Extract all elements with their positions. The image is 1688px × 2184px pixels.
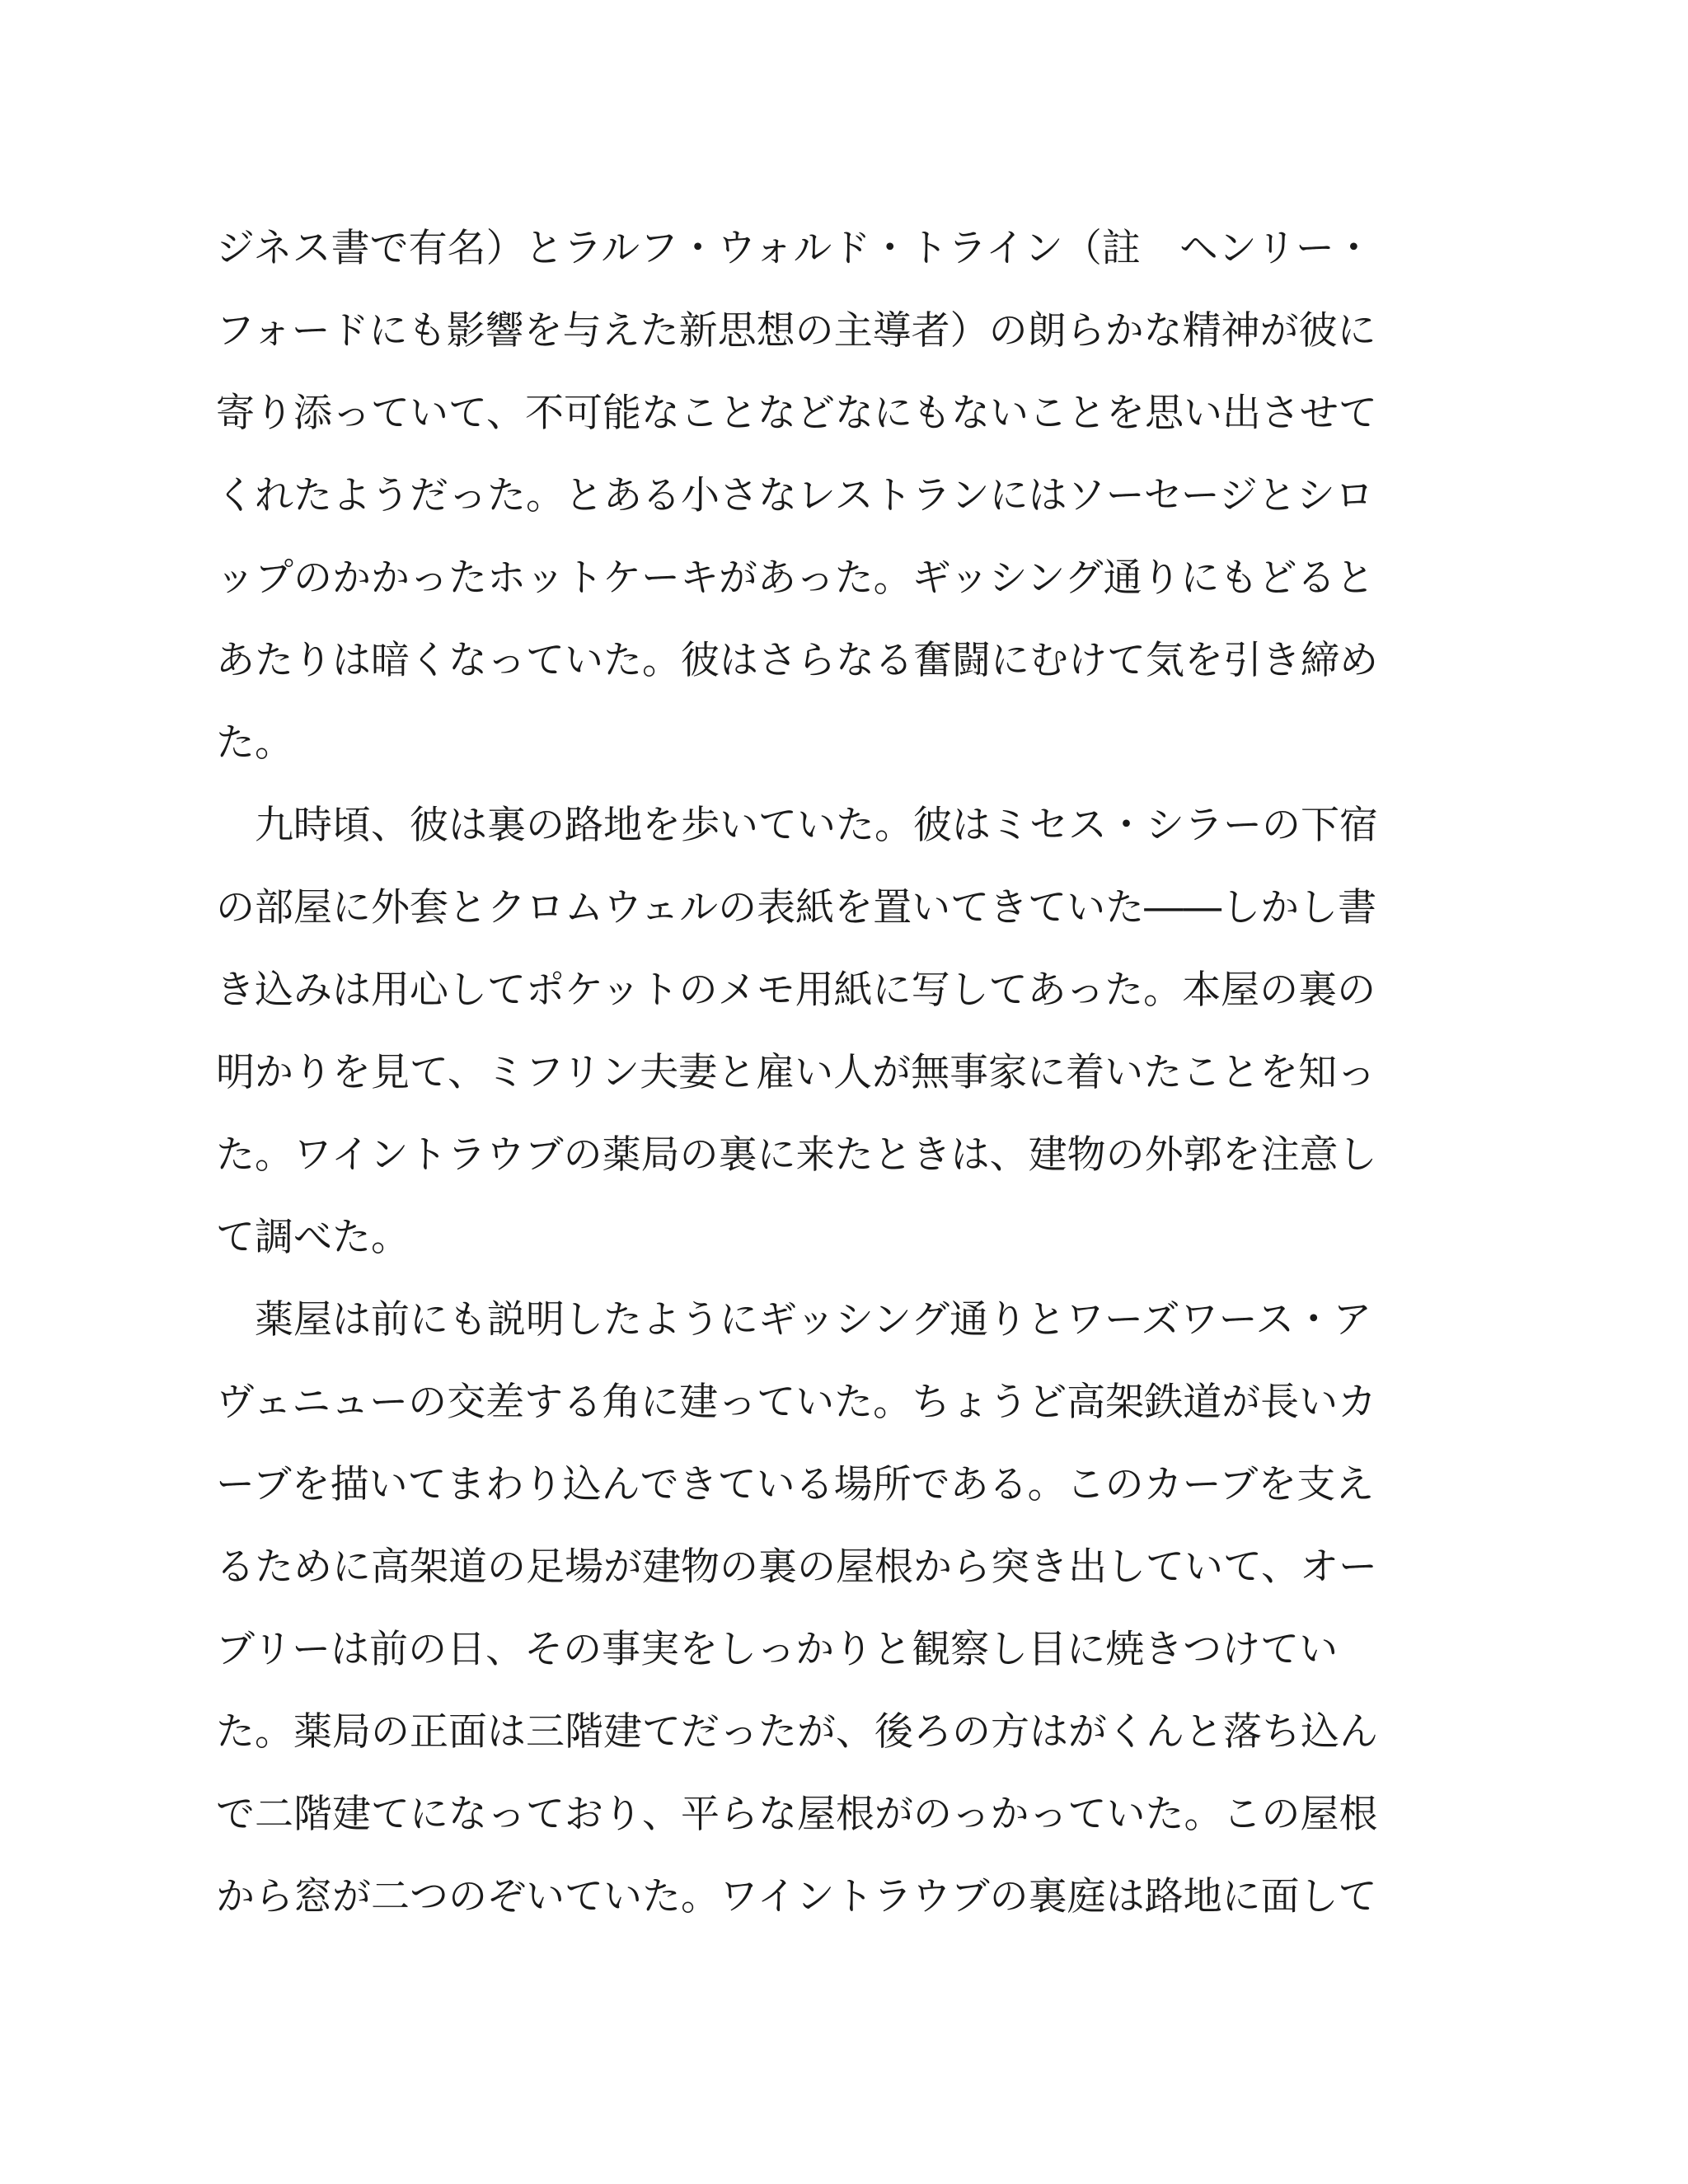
text-line: ブリーは前の日、その事実をしっかりと観察し目に焼きつけてい: [216, 1627, 1339, 1672]
text-line: ップのかかったホットケーキがあった。ギッシング通りにもどると: [216, 555, 1375, 601]
text-line: ーブを描いてまわり込んできている場所である。このカーブを支え: [216, 1462, 1375, 1507]
text-line: から窓が二つのぞいていた。ワイントラウブの裏庭は路地に面して: [216, 1874, 1377, 1919]
text-line: くれたようだった。とある小さなレストランにはソーセージとシロ: [216, 473, 1374, 518]
text-line: あたりは暗くなっていた。彼はさらなる奮闘にむけて気を引き締め: [216, 638, 1378, 683]
text-line: 明かりを見て、ミフリン夫妻と雇い人が無事家に着いたことを知っ: [216, 1050, 1376, 1095]
text-line: るために高架道の足場が建物の裏の屋根から突き出していて、オー: [216, 1544, 1378, 1590]
body-text: [216, 208, 1469, 1938]
text-line: フォードにも影響を与えた新思想の主導者）の朗らかな精神が彼に: [216, 308, 1376, 354]
text-line: て調べた。: [216, 1215, 410, 1260]
text-line: た。ワイントラウブの薬局の裏に来たときは、建物の外郭を注意し: [216, 1132, 1377, 1178]
text-line: ジネス書で有名）とラルフ・ウォルド・トライン（註 ヘンリー・: [216, 226, 1373, 271]
text-line: で二階建てになっており、平らな屋根がのっかっていた。この屋根: [216, 1792, 1378, 1837]
text-line: き込みは用心してポケットのメモ用紙に写してあった。本屋の裏の: [216, 968, 1376, 1013]
text-line: 寄り添っていて、不可能なことなどなにもないことを思い出させて: [216, 391, 1378, 436]
text-line: 薬屋は前にも説明したようにギッシング通りとワーズワース・ア: [216, 1297, 1372, 1343]
text-line: の部屋に外套とクロムウェルの表紙を置いてきていた――しかし書: [216, 885, 1377, 930]
text-line: 九時頃、彼は裏の路地を歩いていた。彼はミセス・シラーの下宿: [216, 803, 1378, 848]
text-line: た。: [216, 720, 293, 766]
text-line: た。薬局の正面は三階建てだったが、後ろの方はがくんと落ち込ん: [216, 1709, 1378, 1755]
text-line: ヴェニューの交差する角に建っていた。ちょうど高架鉄道が長いカ: [216, 1380, 1377, 1425]
